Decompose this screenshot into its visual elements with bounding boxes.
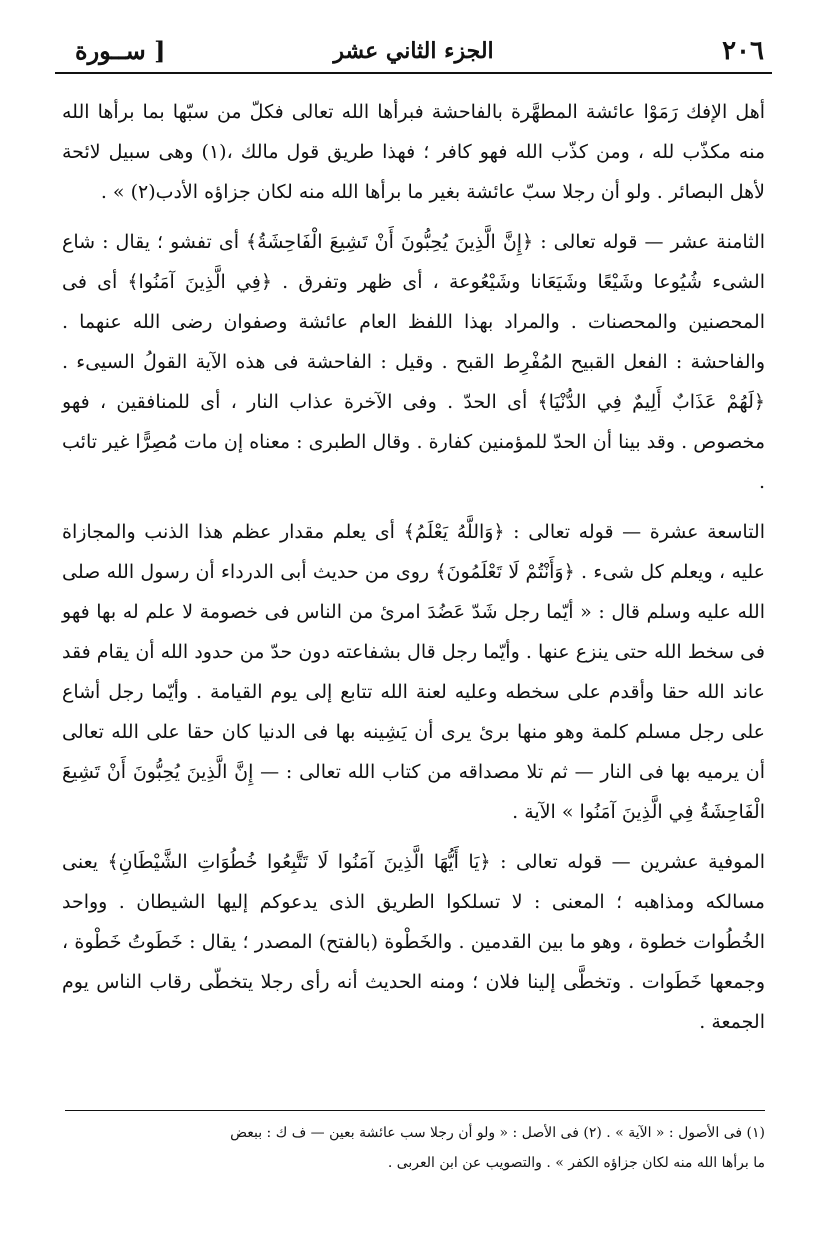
running-title: الجزء الثاني عشر bbox=[333, 38, 494, 64]
footnote-line-2: ما برأها الله منه لكان جزاؤه الكفر » . والتصويب عن ابن العربى . bbox=[387, 1155, 765, 1171]
paragraph-2: الثامنة عشر — قوله تعالى : ﴿إِنَّ الَّذِينَ يُحِبُّونَ أَنْ تَشِيعَ الْفَاحِشَةُ﴾ أى تفشو ؛ يقال : شاع الشىء شُيُوعا وشَيْعًا وشَيَعَانا وشَيْعُوعة ، أى ظهر وتفرق . ﴿فِي الَّذِينَ آمَنُوا﴾ أى فى المحصنين والمحصنات . والمراد بهذا اللفظ العام عائشة وصفوان رضى الله عنهما . والفاحشة : الفعل القبيح المُفْرِط القبح . وقيل : الفاحشة فى هذه الآية القولُ السيىء . ﴿لَهُمْ عَذَابٌ أَلِيمٌ فِي الدُّنْيَا﴾ أى الحدّ . وفى الآخرة عذاب النار ، أى للمنافقين ، فهو مخصوص . وقد بينا أن الحدّ للمؤمنين كفارة . وقال الطبرى : معناه إن مات مُصِرًّا غير تائب . bbox=[62, 231, 765, 493]
page-header bbox=[55, 32, 772, 74]
paragraph-1: أهل الإفك رَمَوْا عائشة المطهَّرة بالفاحشة فبرأها الله تعالى فكلّ من سبّها بما برأها الله منه مكذّب لله ، ومن كذّب الله فهو كافر ؛ فهذا طريق قول مالك ،(١) وهى سبيل لائحة لأهل البصائر . ولو أن رجلا سبّ عائشة بغير ما برأها الله منه لكان جزاؤه الأدب(٢) » . bbox=[62, 101, 765, 203]
footnote-rule bbox=[65, 1110, 765, 1111]
paragraph-4: الموفية عشرين — قوله تعالى : ﴿يَا أَيُّهَا الَّذِينَ آمَنُوا لَا تَتَّبِعُوا خُطُوَاتِ الشَّيْطَانِ﴾ يعنى مسالكه ومذاهبه ؛ المعنى : لا تسلكوا الطريق الذى يدعوكم إليها الشيطان . وواحد الخُطُوات خطوة ، وهو ما بين القدمين . والخَطْوة (بالفتح) المصدر ؛ يقال : خَطَوتُ خَطْوة ، وجمعها خَطَوات . وتخطَّى إلينا فلان ؛ ومنه الحديث أنه رأى رجلا يتخطّى رقاب الناس يوم الجمعة . bbox=[62, 851, 765, 1033]
paragraph-3: التاسعة عشرة — قوله تعالى : ﴿وَاللَّهُ يَعْلَمُ﴾ أى يعلم مقدار عظم هذا الذنب والمجازاة عليه ، ويعلم كل شىء . ﴿وَأَنْتُمْ لَا تَعْلَمُونَ﴾ روى من حديث أبى الدرداء أن رسول الله صلى الله عليه وسلم قال : « أيّما رجل شَدّ عَضُدَ امرئ من الناس فى خصومة لا علم له بها فهو فى سخط الله حتى ينزع عنها . وأيّما رجل قال بشفاعته دون حدّ من حدود الله أن يقام فقد عاند الله حقا وأقدم على سخطه وعليه لعنة الله تتابع إلى يوم القيامة . وأيّما رجل أشاع على رجل مسلم كلمة وهو منها برئ يرى أن يَشِينه بها فى الدنيا كان حقا على الله تعالى أن يرميه بها فى النار — ثم تلا مصداقه من كتاب الله تعالى : — إِنَّ الَّذِينَ يُحِبُّونَ أَنْ تَشِيعَ الْفَاحِشَةُ فِي الَّذِينَ آمَنُوا » الآية . bbox=[62, 521, 765, 823]
page-body bbox=[62, 92, 765, 1052]
footnote-line-1: (١) فى الأصول : « الآية » . (٢) فى الأصل : « ولو أن رجلا سب عائشة بعين — ف ك : ببعض bbox=[230, 1125, 765, 1141]
header-rule bbox=[55, 72, 772, 74]
sura-label: [ ســورة bbox=[75, 36, 166, 65]
page-number: ٢٠٦ bbox=[722, 36, 764, 66]
footnotes bbox=[62, 1118, 765, 1178]
